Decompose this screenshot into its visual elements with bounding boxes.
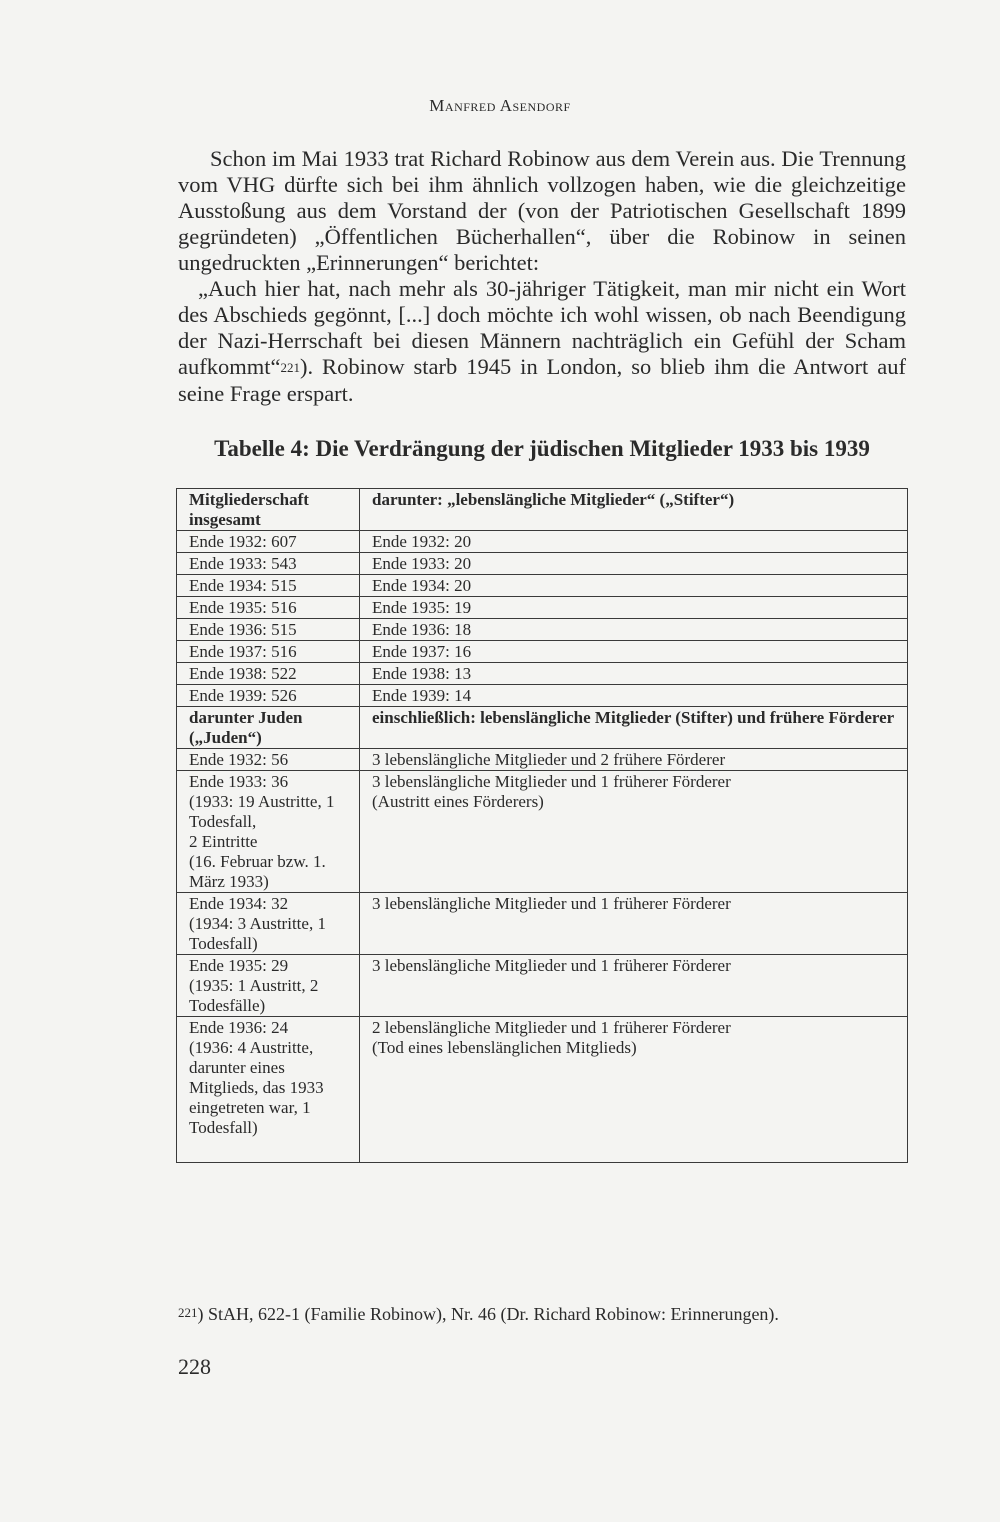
table-cell-detail: Ende 1932: 20: [360, 531, 908, 553]
footnote-text: ) StAH, 622-1 (Familie Robinow), Nr. 46 (Dr. Richard Robinow: Erinnerungen).: [197, 1304, 779, 1324]
table-cell-members: Ende 1932: 607: [177, 531, 360, 553]
table-row: [177, 1017, 908, 1163]
table-row: [177, 663, 908, 685]
header-cell-jews: darunter Juden („Juden“): [177, 707, 360, 749]
quote-text: „Auch hier hat, nach mehr als 30-jähriger Tätigkeit, man mir nicht ein Wort des Abschieds gegönnt, [...] doch möchte ich wohl wissen, ob nach Beendigung der Nazi-Herrschaft bei diesen Männern nachträglich ein Gefühl der Scham aufkommt“: [178, 276, 906, 379]
table-section-total: [177, 489, 908, 707]
table-cell-members: Ende 1938: 522: [177, 663, 360, 685]
table-row: [177, 641, 908, 663]
header-cell-lifetime: darunter: „lebenslängliche Mitglieder“ („Stifter“): [360, 489, 908, 531]
footnote: [178, 1304, 779, 1325]
paragraph-quote: [178, 276, 906, 407]
running-head: Manfred Asendorf: [429, 96, 571, 115]
table-row: [177, 619, 908, 641]
table-cell-detail: 3 lebenslängliche Mitglieder und 1 früherer Förderer: [360, 893, 908, 955]
table-row: [177, 893, 908, 955]
footnote-reference[interactable]: 221: [280, 360, 300, 375]
table-row: [177, 771, 908, 893]
table-cell-detail: Ende 1939: 14: [360, 685, 908, 707]
table-section-jews: [177, 707, 908, 1163]
paragraph-1: Schon im Mai 1933 trat Richard Robinow aus dem Verein aus. Die Trennung vom VHG dürfte sich bei ihm ähnlich vollzogen haben, wie die gleichzeitige Ausstoßung aus dem Vorstand der (von der Patriotischen Gesellschaft 1899 gegründeten) „Öffentlichen Bücherhallen“, über die Robinow in seinen ungedruckten „Erinnerungen“ berichtet:: [178, 146, 906, 275]
table-title: Tabelle 4: Die Verdrängung der jüdischen Mitglieder 1933 bis 1939: [214, 436, 870, 461]
table-cell-members: Ende 1936: 515: [177, 619, 360, 641]
body-text: [178, 146, 906, 407]
table-cell-detail: Ende 1935: 19: [360, 597, 908, 619]
table-cell-detail: Ende 1936: 18: [360, 619, 908, 641]
table-row: [177, 531, 908, 553]
table-cell-members: Ende 1936: 24 (1936: 4 Austritte, darunter eines Mitglieds, das 1933 eingetreten war, 1 Todesfall): [177, 1017, 360, 1163]
membership-table: [176, 488, 908, 1163]
table-cell-members: Ende 1934: 515: [177, 575, 360, 597]
page-number: 228: [178, 1354, 211, 1379]
table-cell-detail: Ende 1938: 13: [360, 663, 908, 685]
table-cell-members: Ende 1939: 526: [177, 685, 360, 707]
table-cell-members: Ende 1937: 516: [177, 641, 360, 663]
table-cell-detail: Ende 1937: 16: [360, 641, 908, 663]
table-cell-detail: 3 lebenslängliche Mitglieder und 1 früherer Förderer (Austritt eines Förderers): [360, 771, 908, 893]
table-row: [177, 955, 908, 1017]
table-header-row: [177, 489, 908, 531]
table-cell-detail: 2 lebenslängliche Mitglieder und 1 früherer Förderer (Tod eines lebenslänglichen Mitglieds): [360, 1017, 908, 1163]
table-cell-members: Ende 1933: 543: [177, 553, 360, 575]
table-cell-detail: 3 lebenslängliche Mitglieder und 2 frühere Förderer: [360, 749, 908, 771]
table-cell-members: Ende 1934: 32 (1934: 3 Austritte, 1 Todesfall): [177, 893, 360, 955]
header-cell-total: Mitgliederschaft insgesamt: [177, 489, 360, 531]
table-cell-detail: Ende 1934: 20: [360, 575, 908, 597]
quote-continuation: ). Robinow starb 1945 in London, so blieb ihm die Antwort auf seine Frage erspart.: [178, 354, 906, 406]
table-row: [177, 749, 908, 771]
table-cell-members: Ende 1932: 56: [177, 749, 360, 771]
table-cell-detail: 3 lebenslängliche Mitglieder und 1 früherer Förderer: [360, 955, 908, 1017]
table-cell-members: Ende 1935: 516: [177, 597, 360, 619]
table-row: [177, 597, 908, 619]
table-row: [177, 553, 908, 575]
table-cell-members: Ende 1935: 29 (1935: 1 Austritt, 2 Todesfälle): [177, 955, 360, 1017]
table-row: [177, 685, 908, 707]
table-row: [177, 575, 908, 597]
header-cell-including: einschließlich: lebenslängliche Mitglieder (Stifter) und frühere Förderer: [360, 707, 908, 749]
table-cell-members: Ende 1933: 36 (1933: 19 Austritte, 1 Todesfall, 2 Eintritte (16. Februar bzw. 1. März 1933): [177, 771, 360, 893]
table-header-row: [177, 707, 908, 749]
table-cell-detail: Ende 1933: 20: [360, 553, 908, 575]
footnote-number: 221: [178, 1305, 198, 1320]
